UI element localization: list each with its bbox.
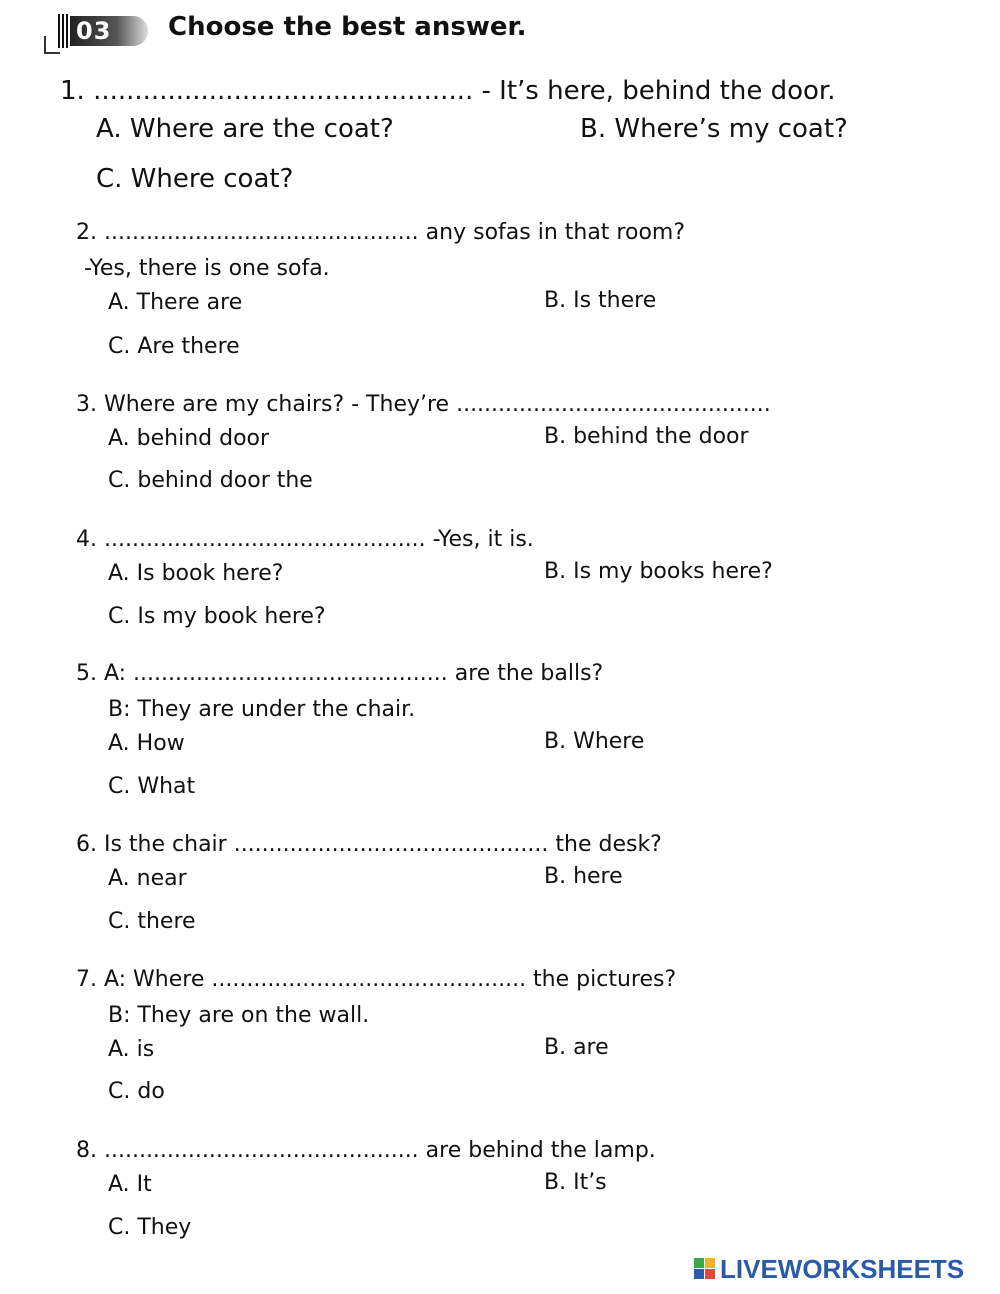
question-8-option-c[interactable]: C. They <box>108 1215 192 1240</box>
question-7-option-c[interactable]: C. do <box>108 1079 165 1104</box>
section-badge <box>58 14 150 48</box>
question-5-option-b[interactable]: B. Where <box>544 729 645 754</box>
question-2-stem: 2. ............................................. any sofas in that room? <box>76 220 686 245</box>
question-1-option-b[interactable]: B. Where’s my coat? <box>580 114 848 144</box>
question-6-stem: 6. Is the chair ............................................. the desk? <box>76 832 662 857</box>
question-6-option-a[interactable]: A. near <box>108 866 187 891</box>
question-5-stem: 5. A: ............................................. are the balls? <box>76 661 604 686</box>
question-1-option-a[interactable]: A. Where are the coat? <box>96 114 394 144</box>
question-3-option-c[interactable]: C. behind door the <box>108 468 313 493</box>
question-4-option-a[interactable]: A. Is book here? <box>108 561 284 586</box>
question-2-option-c[interactable]: C. Are there <box>108 334 240 359</box>
logo-text: LIVEWORKSHEETS <box>720 1253 965 1284</box>
question-2-option-a[interactable]: A. There are <box>108 290 243 315</box>
question-7-option-b[interactable]: B. are <box>544 1035 609 1060</box>
question-4-option-b[interactable]: B. Is my books here? <box>544 559 773 584</box>
question-2-response: -Yes, there is one sofa. <box>84 256 330 281</box>
question-7-stem: 7. A: Where ............................................. the pictures? <box>76 967 677 992</box>
question-7-option-a[interactable]: A. is <box>108 1037 155 1062</box>
question-5-response: B: They are under the chair. <box>108 697 416 722</box>
question-2-option-b[interactable]: B. Is there <box>544 288 657 313</box>
question-1-option-c[interactable]: C. Where coat? <box>96 164 294 194</box>
section-number: 03 <box>76 17 112 45</box>
question-3-option-b[interactable]: B. behind the door <box>544 424 749 449</box>
question-7-response: B: They are on the wall. <box>108 1003 370 1028</box>
question-8-option-b[interactable]: B. It’s <box>544 1170 607 1195</box>
question-4-stem: 4. .............................................. -Yes, it is. <box>76 527 534 552</box>
question-3-stem: 3. Where are my chairs? - They’re ............................................. <box>76 392 771 417</box>
badge-stripes <box>58 14 68 48</box>
question-8-stem: 8. ............................................. are behind the lamp. <box>76 1138 656 1163</box>
question-8-option-a[interactable]: A. It <box>108 1172 152 1197</box>
question-3-option-a[interactable]: A. behind door <box>108 426 270 451</box>
question-1-stem: 1. .............................................. - It’s here, behind the door. <box>60 76 836 106</box>
page-title: Choose the best answer. <box>168 12 527 42</box>
liveworksheets-logo <box>694 1254 964 1284</box>
question-6-option-c[interactable]: C. there <box>108 909 196 934</box>
question-5-option-a[interactable]: A. How <box>108 731 185 756</box>
question-4-option-c[interactable]: C. Is my book here? <box>108 604 326 629</box>
question-6-option-b[interactable]: B. here <box>544 864 623 889</box>
question-5-option-c[interactable]: C. What <box>108 774 196 799</box>
liveworksheets-logo-icon <box>694 1258 716 1280</box>
